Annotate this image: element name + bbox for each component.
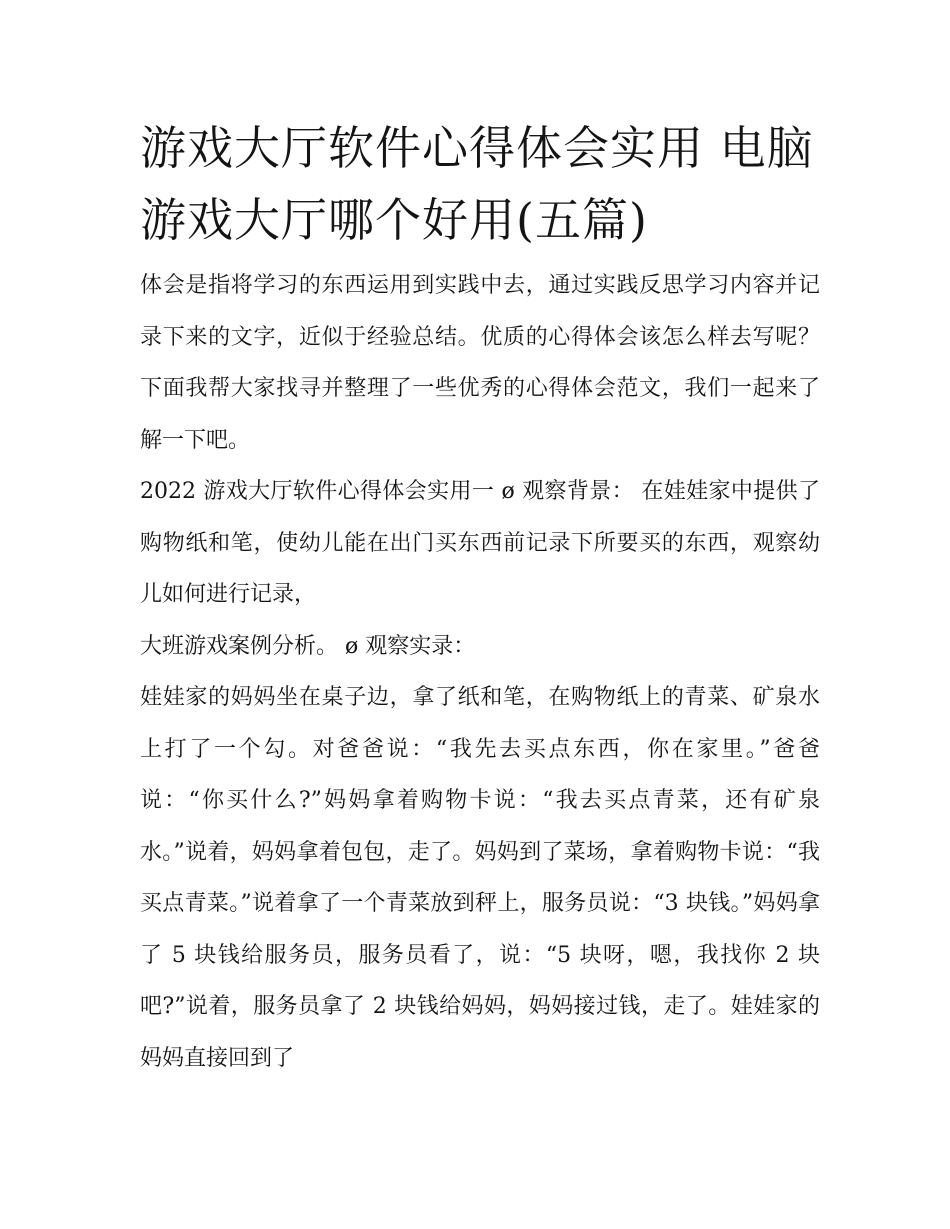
intro-paragraph: 体会是指将学习的东西运用到实践中去，通过实践反思学习内容并记录下来的文字，近似于经验总结。优质的心得体会该怎么样去写呢？下面我帮大家找寻并整理了一些优秀的心得体会范文，我们一起来了解一下吧。 — [140, 273, 820, 453]
document-page — [140, 112, 820, 1084]
case-analysis-paragraph: 大班游戏案例分析。 ø 观察实录： — [140, 633, 476, 659]
observation-background-paragraph: 2022 游戏大厅软件心得体会实用一 ø 观察背景： 在娃娃家中提供了购物纸和笔，使幼儿能在出门买东西前记录下所要买的东西，观察幼儿如何进行记录， — [140, 479, 820, 607]
document-title: 游戏大厅软件心得体会实用 电脑游戏大厅哪个好用(五篇) — [140, 121, 814, 247]
observation-record-paragraph: 娃娃家的妈妈坐在桌子边，拿了纸和笔，在购物纸上的青菜、矿泉水上打了一个勾。对爸爸说：“我先去买点东西，你在家里。”爸爸说：“你买什么?”妈妈拿着购物卡说：“我去买点青菜，还有矿泉水。”说着，妈妈拿着包包，走了。妈妈到了菜场，拿着购物卡说：“我买点青菜。”说着拿了一个青菜放到秤上，服务员说：“3 块钱。”妈妈拿了 5 块钱给服务员，服务员看了，说：“5 块呀，嗯，我找你 2 块吧?”说着，服务员拿了 2 块钱给妈妈，妈妈接过钱，走了。娃娃家的妈妈直接回到了 — [140, 685, 820, 1071]
